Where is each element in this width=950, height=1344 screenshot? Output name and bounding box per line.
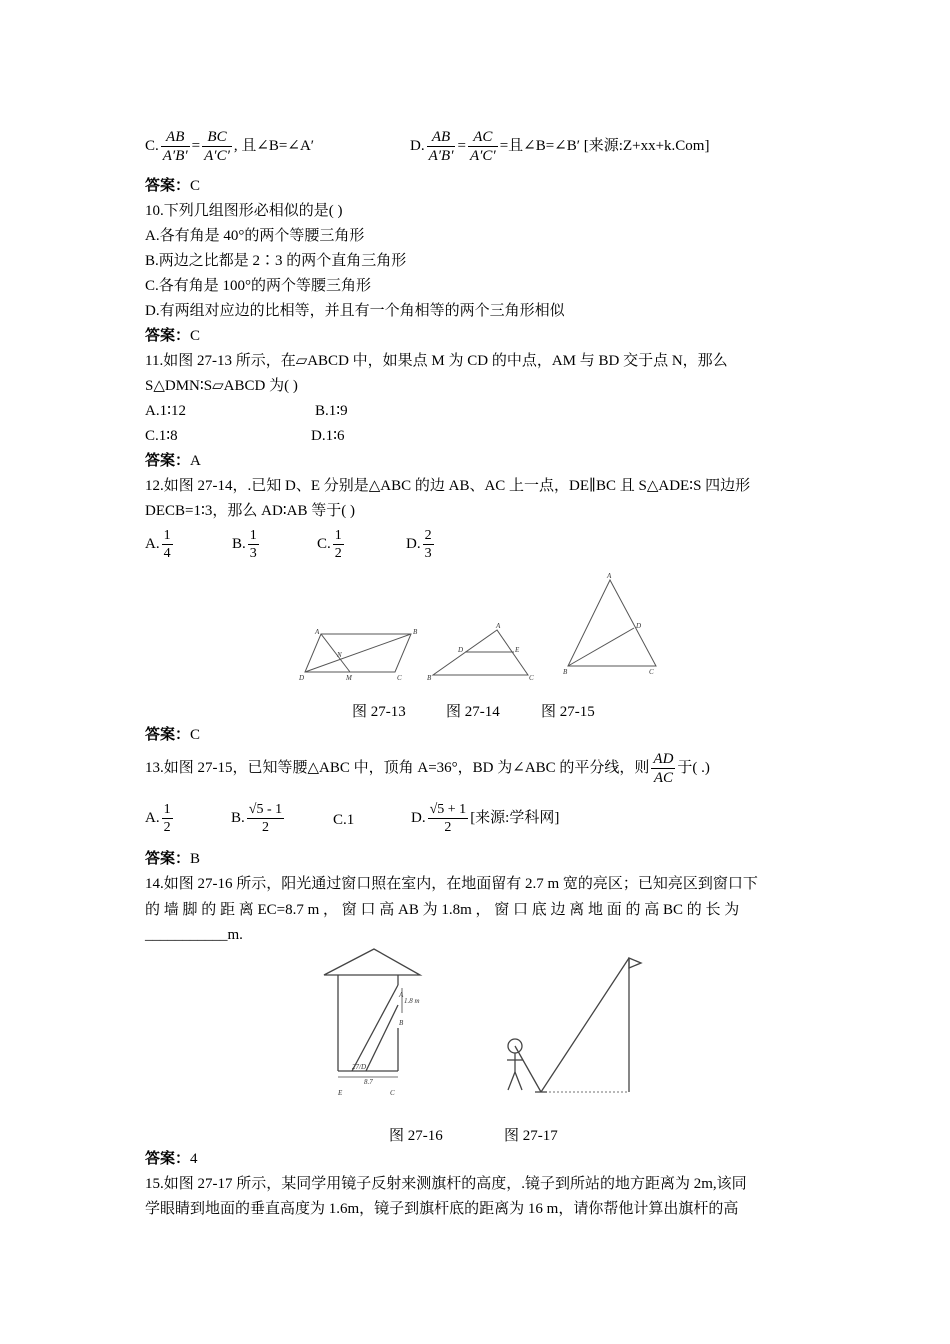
q10-option-c: C.各有角是 100°的两个等腰三角形: [145, 278, 372, 294]
q14-answer: 答案：4: [145, 1151, 198, 1167]
q14-line-1: 14.如图 27-16 所示，阳光通过窗口照在室内，在地面留有 2.7 m 宽的亮区；已知亮区到窗口下: [145, 876, 758, 892]
q10-option-b: B.两边之比都是 2∶3 的两个直角三角形: [145, 253, 407, 269]
svg-text:D: D: [458, 646, 464, 654]
svg-text:E: E: [515, 646, 520, 654]
q12-stem-2: DECB=1∶3，那么 AD∶AB 等于( ): [145, 503, 356, 519]
svg-text:D: D: [636, 622, 642, 630]
fraction: $\frac{AC}{A'C'}$: [469, 129, 496, 164]
q13-option-d: D. $\frac{√5 + 1}{2}$ [来源:学科网]: [411, 802, 560, 835]
q10-option-d: D.有两组对应边的比相等，并且有一个角相等的两个三角形相似: [145, 303, 565, 319]
q14-blank: ___________m.: [145, 927, 243, 943]
svg-text:N: N: [337, 651, 342, 659]
figure-27-17: [495, 950, 655, 1100]
caption-27-15: 图 27-15: [541, 704, 595, 720]
q13-option-a: A. $\frac{1}{2}$: [145, 802, 171, 835]
svg-text:B: B: [413, 628, 418, 636]
fig16-ab-label: 1.8 m: [404, 997, 420, 1005]
fraction: $\frac{AB}{A'B'}$: [428, 129, 454, 164]
svg-text:A: A: [399, 991, 404, 999]
q9-c-label: C.: [145, 137, 159, 154]
q13-stem: 13.如图 27-15，已知等腰△ABC 中，顶角 A=36°，BD 为∠ABC 的平分线，则 $\frac{AD}{AC}$ 于( .): [145, 751, 710, 786]
fraction: $\frac{1}{2}$: [334, 528, 342, 561]
svg-text:C: C: [390, 1089, 395, 1097]
q11-answer: 答案：A: [145, 453, 201, 469]
fig16-ec-label: 8.7: [364, 1078, 373, 1086]
q10-option-a: A.各有角是 40°的两个等腰三角形: [145, 228, 365, 244]
caption-27-17: 图 27-17: [504, 1128, 558, 1144]
svg-text:A: A: [496, 622, 501, 630]
q13-option-b: B. $\frac{√5 - 1}{2}$: [231, 802, 283, 835]
svg-text:D: D: [299, 674, 305, 682]
svg-text:C: C: [397, 674, 402, 682]
q10-stem: 10.下列几组图形必相似的是( ): [145, 203, 343, 219]
fraction: $\frac{1}{2}$: [163, 802, 171, 835]
svg-text:A: A: [315, 628, 320, 636]
q15-line-2: 学眼睛到地面的垂直高度为 1.6m，镜子到旗杆底的距离为 16 m，请你帮他计算出旗杆的高: [145, 1201, 739, 1217]
fraction: $\frac{2}{3}$: [424, 528, 432, 561]
q11-stem-1: 11.如图 27-13 所示，在▱ABCD 中，如果点 M 为 CD 的中点，AM 与 BD 交于点 N，那么: [145, 353, 728, 369]
q15-line-1: 15.如图 27-17 所示，某同学用镜子反射来测旗杆的高度，.镜子到所站的地方距离为 2m,该同: [145, 1176, 747, 1192]
svg-text:E: E: [338, 1089, 343, 1097]
q12-option-d: D. $\frac{2}{3}$: [406, 528, 432, 561]
svg-text:B: B: [399, 1019, 404, 1027]
fraction: $\frac{BC}{A'C'}$: [204, 129, 230, 164]
q13-answer: 答案：B: [145, 851, 201, 867]
figure-27-14: [425, 620, 540, 685]
q12-option-b: B. $\frac{1}{3}$: [232, 528, 257, 561]
svg-text:B: B: [563, 668, 568, 676]
fraction: $\frac{1}{3}$: [249, 528, 257, 561]
fraction: $\frac{AD}{AC}$: [653, 751, 674, 786]
caption-27-14: 图 27-14: [446, 704, 500, 720]
q12-option-c: C. $\frac{1}{2}$: [317, 528, 342, 561]
q14-line-2: 的 墙 脚 的 距 离 EC=8.7 m ， 窗 口 高 AB 为 1.8m ， 窗 口 底 边 离 地 面 的 高 BC 的 长 为: [145, 902, 740, 918]
fraction: $\frac{AB}{A'B'}$: [162, 129, 188, 164]
svg-text:M: M: [346, 674, 352, 682]
svg-text:C: C: [529, 674, 534, 682]
q11-option-c: C.1∶8: [145, 428, 178, 444]
q9-option-c: C. $\frac{AB}{A'B'}$ = $\frac{BC}{A'C'}$ , 且∠B=∠A′: [145, 129, 315, 164]
fraction: $\frac{1}{4}$: [163, 528, 171, 561]
fraction: $\frac{√5 + 1}{2}$: [429, 802, 467, 835]
svg-text:B: B: [427, 674, 432, 682]
svg-text:C: C: [649, 668, 654, 676]
caption-27-16: 图 27-16: [389, 1128, 443, 1144]
q11-option-d: D.1∶6: [311, 428, 345, 444]
caption-27-13: 图 27-13: [352, 704, 406, 720]
q9-option-d: D. $\frac{AB}{A'B'}$ = $\frac{AC}{A'C'}$ =且∠B=∠B′ [来源:Z+xx+k.Com]: [410, 129, 710, 164]
q12-option-a: A. $\frac{1}{4}$: [145, 528, 171, 561]
q12-answer: 答案：C: [145, 727, 201, 743]
fig16-d-label: 27/D: [352, 1063, 366, 1071]
figure-27-16: [320, 945, 430, 1103]
q10-answer: 答案：C: [145, 328, 201, 344]
q11-option-a: A.1∶12: [145, 403, 186, 419]
q11-option-b: B.1∶9: [315, 403, 348, 419]
figure-27-13: [295, 625, 425, 685]
q13-option-c: C.1: [333, 812, 355, 828]
q9-answer: 答案：C: [145, 178, 201, 194]
svg-text:A: A: [607, 572, 612, 580]
q11-stem-2: S△DMN∶S▱ABCD 为( ): [145, 378, 298, 394]
fraction: $\frac{√5 - 1}{2}$: [248, 802, 283, 835]
figure-27-15: [560, 570, 660, 682]
q12-stem-1: 12.如图 27-14，.已知 D、E 分别是△ABC 的边 AB、AC 上一点，DE∥BC 且 S△ADE∶S 四边形: [145, 478, 751, 494]
